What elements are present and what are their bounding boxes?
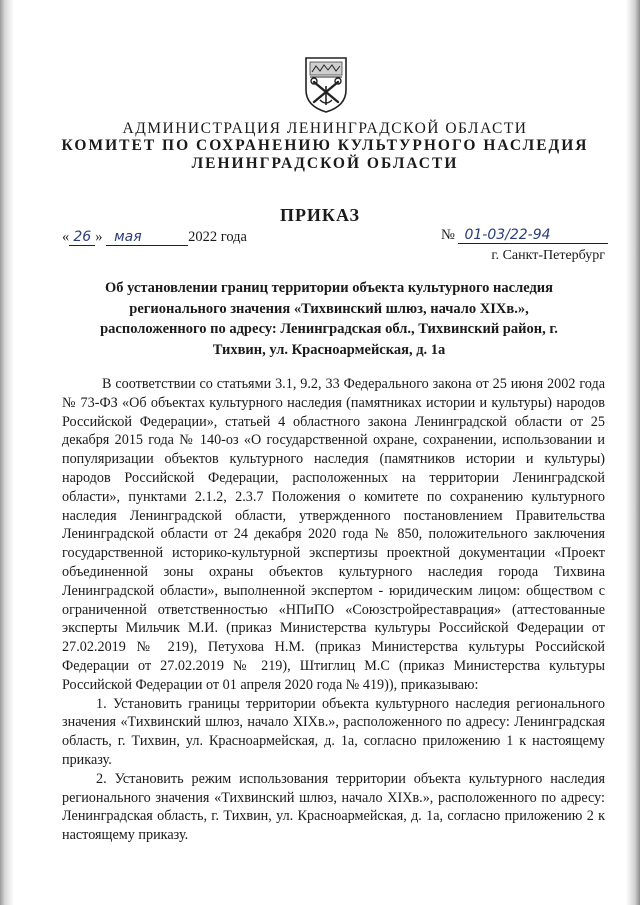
date-year: 2022 года [188, 229, 247, 245]
date-day: 26 [69, 229, 95, 246]
number-prefix: № [441, 227, 455, 243]
order-item-1: 1. Установить границы территории объекта культурного наследия регионального значения «Тихвинский шлюз, начало XIXв.», расположенного по адресу: Ленинградская область, г. Тихвин, ул. Красноармейская, д. 1а, согласно приложению 1 к настоящему приказу. [62, 695, 605, 768]
date-close-quote: » [95, 229, 103, 245]
scan-edge-right [626, 0, 640, 905]
region-name: ЛЕНИНГРАДСКОЙ ОБЛАСТИ [191, 155, 459, 172]
order-body [62, 375, 605, 845]
city: г. Санкт-Петербург [491, 248, 605, 263]
preamble: В соответствии со статьями 3.1, 9.2, 33 Федерального закона от 25 июня 2002 года № 73-ФЗ «Об объектах культурного наследия (памятниках истории и культуры) народов Российской Федерации», статьей 4 областного закона Ленинградской области от 25 декабря 2015 года № 140-оз «О государственной охране, сохранении, использовании и популяризации объектов культурного наследия (памятников истории и культуры) народов Российской Федерации, расположенных на территории Ленинградской области», пунктами 2.1.2, 2.3.7 Положения о комитете по сохранению культурного наследия Ленинградской области, утвержденного постановлением Правительства Ленинградской области от 24 декабря 2020 года № 850, положительного заключения государственной историко-культурной экспертизы проектной документации «Проект объединенной зоны охраны объектов культурного наследия города Тихвина Ленинградской области», выполненной экспертом - юридическим лицом: обществом с ограниченной ответственностью «НПиПО «Союзстройреставрация» (аттестованные эксперты Мильчик М.И. (приказ Министерства культуры Российской Федерации от 27.02.2019 № 219), Петухова Н.М. (приказ Министерства культуры Российской Федерации от 27.02.2019 № 219), Штиглиц М.С (приказ Министерства культуры Российской Федерации от 01 апреля 2020 года № 419)), приказываю: [62, 376, 605, 693]
number-value: 01-03/22-94 [458, 227, 608, 244]
order-item-2: 2. Установить режим использования территории объекта культурного наследия регионального значения «Тихвинский шлюз, начало XIXв.», расположенного по адресу: Ленинградская область, г. Тихвин, ул. Красноармейская, д. 1а, согласно приложению 2 к настоящему приказу. [62, 770, 605, 844]
document-type: ПРИКАЗ [279, 205, 361, 225]
coat-of-arms-icon [302, 56, 350, 114]
date-open-quote: « [62, 229, 70, 245]
date-month: мая [106, 229, 188, 246]
admin-name: АДМИНИСТРАЦИЯ ЛЕНИНГРАДСКОЙ ОБЛАСТИ [122, 120, 528, 137]
order-date [62, 229, 247, 246]
scan-edge-left [0, 0, 14, 905]
order-number [441, 227, 608, 244]
committee-name: КОМИТЕТ ПО СОХРАНЕНИЮ КУЛЬТУРНОГО НАСЛЕДИЯ [61, 137, 589, 154]
order-title: Об установлении границ территории объекта культурного наследия регионального значения «Тихвинский шлюз, начало XIXв.», расположенного по адресу: Ленинградская обл., Тихвинский район, г. Тихвин, ул. Красноармейская, д. 1а [100, 280, 558, 358]
